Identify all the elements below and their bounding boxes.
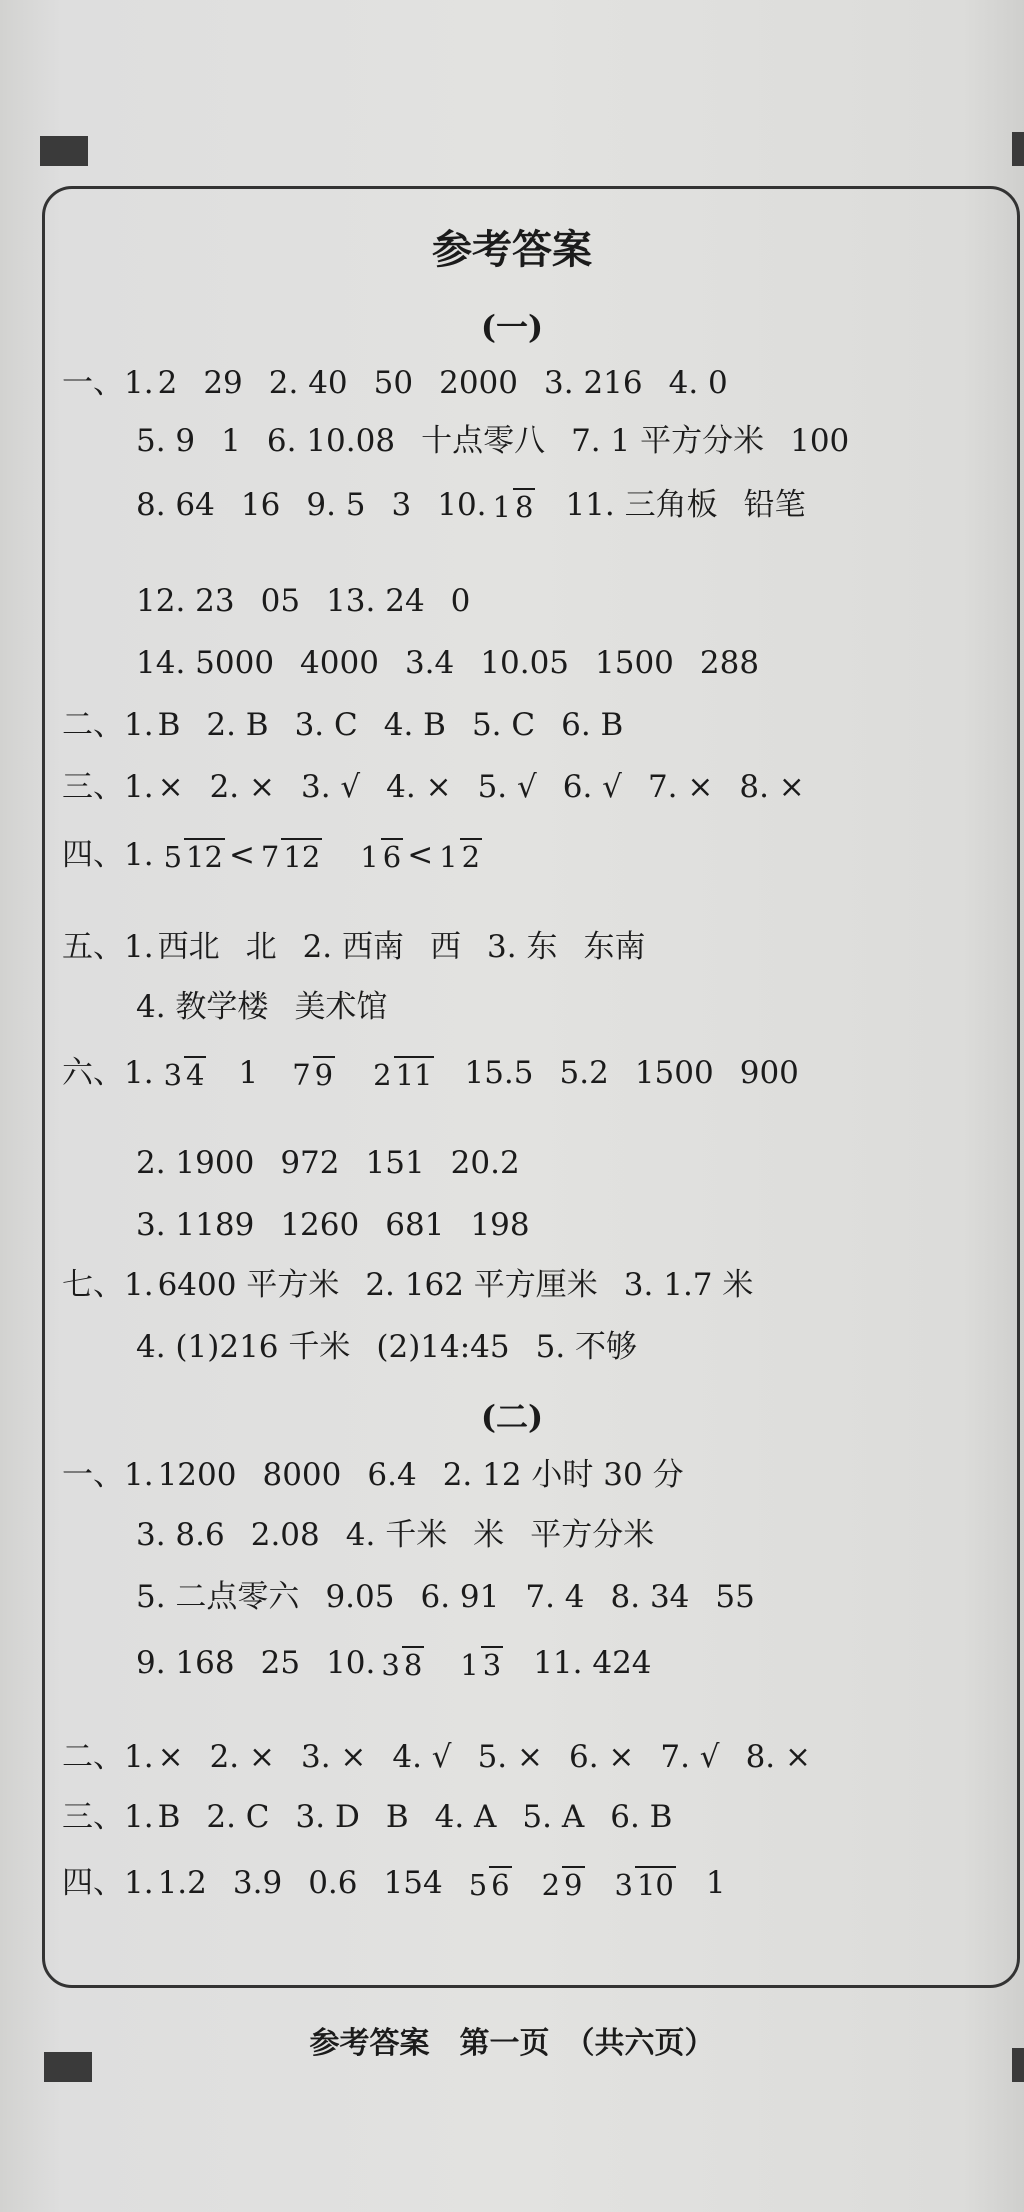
question-number: 七、1. [62,1267,154,1303]
answer-item: 4. A [434,1799,497,1835]
answer-item: 3. 东 [487,929,558,965]
fraction-denominator: 11 [395,1058,433,1092]
answer-item: 55 [715,1579,755,1615]
answer-item: 3. 8.6 [136,1517,225,1553]
answer-item: 6.4 [367,1457,417,1493]
answer-item: 6400 平方米 [157,1267,340,1303]
answer-item: 5. 二点零六 [136,1579,300,1615]
question-number: 10. [326,1644,376,1681]
answer-line [62,707,624,743]
answer-item: 15.5 [464,1054,534,1091]
answer-line [110,1579,755,1615]
answer-item: 1500 [595,645,674,681]
answer-item: 100 [790,423,850,459]
answer-item: 1260 [280,1207,360,1243]
answer-item: 2000 [439,365,519,401]
answer-item: 5. 不够 [535,1329,638,1365]
fraction-numerator: 5 [468,1868,488,1902]
answer-line [110,1646,652,1682]
answer-item: 6. B [610,1799,673,1835]
answer-line [62,1056,799,1092]
answer-item: 1.2 [157,1864,207,1901]
answer-item: 西北 [157,929,220,965]
fraction-numerator: 7 [260,840,280,874]
answer-line [62,1739,811,1775]
answer-item: 16 [240,486,281,523]
answer-item: 3. √ [300,769,361,805]
answer-item: 29 [203,365,243,401]
answer-item: 972 [280,1145,340,1181]
answer-item: B [157,707,181,743]
fraction-denominator: 8 [515,490,534,524]
fraction [358,838,403,874]
fraction [371,1056,434,1092]
answer-item: 1 [221,423,241,459]
answer-item: 1500 [634,1054,714,1091]
answer-item: (2)14:45 [376,1329,510,1365]
answer-item: 5.2 [559,1054,609,1091]
answer-item: 6. √ [562,769,622,805]
answer-item: 4000 [300,645,379,681]
fraction-denominator: 4 [186,1058,205,1092]
fraction [613,1866,676,1902]
answer-item: 8. 64 [136,486,215,523]
answer-line [110,645,760,681]
answer-item: 11. 424 [533,1644,652,1681]
answer-item: × [157,1739,184,1775]
answer-line [62,365,728,401]
answer-item: 25 [260,1644,301,1681]
answer-item: 4. B [383,707,446,743]
fraction-numerator: 3 [163,1058,183,1092]
fraction-numerator: 3 [381,1648,400,1682]
answer-line [110,1517,655,1553]
fraction [259,838,322,874]
fraction-denominator: 9 [564,1868,583,1902]
answer-item: 5. 9 [136,423,196,459]
fraction-numerator: 1 [360,840,379,874]
answer-item: 8. × [739,769,805,805]
answer-item: 6. × [568,1739,635,1775]
answer-item: 50 [373,365,414,401]
answer-item: 4. 0 [668,365,728,401]
answer-item: 3. D [295,1799,360,1835]
answer-line [110,989,388,1025]
fraction-numerator: 2 [373,1058,392,1092]
comparison-sign: < [407,836,434,873]
answer-item: 5. √ [477,769,537,805]
fraction [379,1646,424,1682]
answer-item: 6. 91 [420,1579,500,1615]
answer-item: 2 [157,365,178,401]
answer-item: 900 [739,1054,799,1091]
answer-line [110,1207,530,1243]
answer-item: 西 [430,929,462,965]
answer-item: 1 [705,1864,726,1901]
answer-item: 288 [699,645,760,681]
answer-item: 681 [385,1207,445,1243]
answer-item: 7. √ [660,1739,720,1775]
answer-item: 2. 12 小时 30 分 [442,1457,684,1493]
fraction-numerator: 2 [541,1868,561,1902]
answer-item: 0.6 [308,1864,358,1901]
answer-item: 3.9 [232,1864,283,1901]
answer-item: 5. × [477,1739,543,1775]
answer-line [110,583,471,619]
answer-item: 1 [238,1054,259,1091]
fraction-denominator: 6 [491,1868,510,1902]
fraction-denominator: 9 [314,1058,334,1092]
fraction-denominator: 2 [461,840,481,874]
question-number: 六、1. [62,1054,154,1091]
question-number: 四、1. [62,1864,154,1901]
answer-line [62,838,486,874]
section-heading: (二) [480,1398,544,1436]
answer-item: 7. 4 [525,1579,585,1615]
corner-marker-top-right [1012,132,1024,166]
answer-item: 1200 [157,1457,237,1493]
answer-item: 4. (1)216 千米 [136,1329,351,1365]
fraction-denominator: 8 [403,1648,423,1682]
answer-item: 9. 168 [136,1644,235,1681]
answer-item: 4. √ [392,1739,452,1775]
answer-item: 12. 23 [136,583,235,619]
question-number: 一、1. [62,1457,154,1493]
answer-item: B [385,1799,409,1835]
answer-item: 20.2 [450,1145,520,1181]
answer-item: 8. × [745,1739,811,1775]
answer-item: 2. C [206,1799,270,1835]
answer-item: 东南 [583,929,646,965]
question-number: 五、1. [62,929,154,965]
answer-item: 3. 1189 [136,1207,255,1243]
fraction-numerator: 7 [292,1058,311,1092]
answer-item: 铅笔 [743,486,806,523]
fraction-numerator: 5 [163,840,183,874]
section-heading: (一) [480,308,544,346]
answer-item: 平方分米 [530,1517,655,1553]
answer-item: 2. 162 平方厘米 [365,1267,598,1303]
answer-item: 154 [383,1864,443,1901]
answer-item: 米 [473,1517,505,1553]
answer-item: 3.4 [404,645,455,681]
answer-item: 8. 34 [610,1579,690,1615]
answer-item: 0 [450,583,471,619]
fraction [290,1056,335,1092]
fraction-numerator: 3 [614,1868,633,1902]
fraction [540,1866,585,1902]
answer-item: 3. 1.7 米 [623,1267,754,1303]
answer-item: 2. 40 [268,365,348,401]
page-footer: 参考答案 第一页 （共六页） [309,2026,715,2061]
question-number: 10. [437,486,487,523]
fraction-denominator: 12 [186,840,223,874]
answer-item: 2. 西南 [302,929,405,965]
answer-item: 3. × [300,1739,367,1775]
fraction [162,838,225,874]
answer-item: 7. × [647,769,714,805]
answer-item: × [157,769,184,805]
answer-item: 4. 千米 [345,1517,448,1553]
fraction-numerator: 1 [492,490,511,524]
answer-line [110,1145,520,1181]
answer-item: 7. 1 平方分米 [571,423,765,459]
answer-item: 9. 5 [306,486,366,523]
fraction-denominator: 6 [382,840,402,874]
answer-item: 3 [391,486,412,523]
answer-line [110,488,806,524]
answer-item: 5. C [471,707,536,743]
answer-item: 6. B [561,707,624,743]
question-number: 二、1. [62,707,154,743]
answer-line [110,1329,638,1365]
answer-item: 2. B [206,707,269,743]
fraction [491,488,536,524]
answer-item: 151 [365,1145,425,1181]
fraction [437,838,482,874]
answer-line [62,1457,684,1493]
answer-item: 3. C [294,707,358,743]
answer-item: 美术馆 [294,989,388,1025]
question-number: 一、1. [62,365,154,401]
corner-marker-top-left [40,136,88,166]
answer-item: 14. 5000 [136,645,275,681]
fraction-denominator: 3 [482,1648,502,1682]
question-number: 三、1. [62,769,154,805]
fraction [162,1056,207,1092]
fraction [467,1866,512,1902]
answer-item: 198 [470,1207,530,1243]
answer-item: 4. × [386,769,452,805]
answer-line [110,423,850,459]
question-number: 二、1. [62,1739,154,1775]
page-title: 参考答案 [432,226,592,273]
answer-item: 10.05 [480,645,570,681]
answer-item: 2.08 [250,1517,320,1553]
answer-item: B [157,1799,181,1835]
answer-item: 2. 1900 [136,1145,255,1181]
fraction-numerator: 1 [460,1648,479,1682]
answer-item: 13. 24 [326,583,425,619]
fraction [458,1646,503,1682]
fraction-denominator: 12 [283,840,321,874]
answer-item: 2. × [209,1739,275,1775]
question-number: 三、1. [62,1799,154,1835]
answer-item: 9.05 [325,1579,395,1615]
answer-line [62,1267,754,1303]
answer-item: 2. × [209,769,275,805]
answer-line [62,1866,726,1902]
answer-line [62,929,646,965]
answer-item: 8000 [262,1457,342,1493]
fraction-numerator: 1 [439,840,458,874]
answer-item: 4. 教学楼 [136,989,269,1025]
answer-item: 十点零八 [421,423,546,459]
answer-item: 6. 10.08 [266,423,396,459]
question-number: 四、1. [62,836,154,873]
fraction-denominator: 10 [636,1868,674,1902]
answer-line [62,1799,673,1835]
answer-item: 11. 三角板 [565,486,718,523]
answer-item: 05 [260,583,301,619]
answer-item: 3. 216 [544,365,643,401]
answer-item: 5. A [522,1799,585,1835]
answer-line [62,769,805,805]
comparison-sign: < [228,836,255,873]
answer-item: 北 [245,929,277,965]
